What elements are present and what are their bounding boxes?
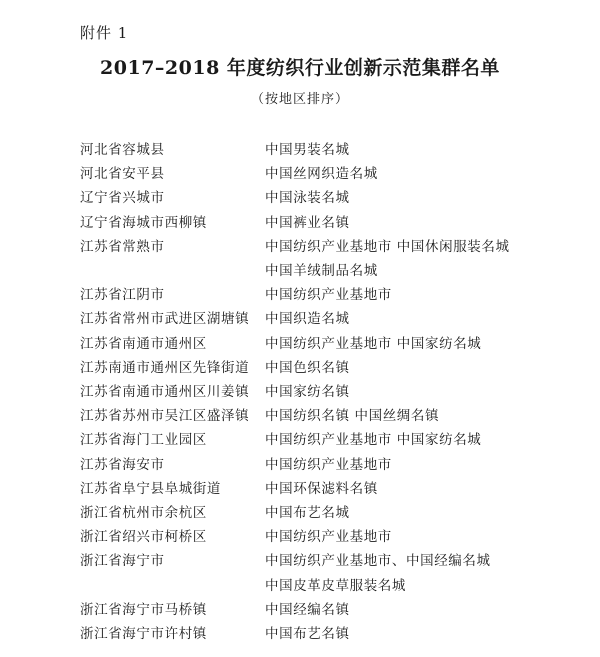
honor-titles <box>265 549 560 597</box>
list-item <box>80 428 560 452</box>
honor-title: 中国纺织产业基地市 中国休闲服装名城 <box>265 238 510 255</box>
list-item <box>80 477 560 501</box>
list-item <box>80 549 560 597</box>
honor-title: 中国纺织产业基地市 <box>265 529 392 546</box>
region-name: 浙江省海宁市 <box>80 553 165 570</box>
region-name: 浙江省杭州市余杭区 <box>80 505 207 522</box>
region-name: 浙江省绍兴市柯桥区 <box>80 529 207 546</box>
honor-titles <box>265 380 560 404</box>
list-item <box>80 138 560 162</box>
honor-titles <box>265 162 560 186</box>
honor-titles <box>265 186 560 210</box>
honor-title: 中国纺织产业基地市 中国家纺名城 <box>265 432 482 449</box>
honor-titles <box>265 598 560 622</box>
honor-titles <box>265 138 560 162</box>
list-item <box>80 622 560 646</box>
list-item <box>80 186 560 210</box>
honor-titles <box>265 453 560 477</box>
attachment-label: 附件 1 <box>80 24 129 42</box>
region-name: 浙江省海宁市马桥镇 <box>80 601 207 618</box>
cluster-list <box>80 138 560 646</box>
honor-titles <box>265 235 560 283</box>
honor-titles <box>265 622 560 646</box>
region-name: 江苏南通市通州区先锋街道 <box>80 359 250 376</box>
list-item <box>80 332 560 356</box>
document-subtitle: （按地区排序） <box>250 92 349 107</box>
honor-titles <box>265 356 560 380</box>
honor-title: 中国色织名镇 <box>265 359 350 376</box>
honor-title: 中国织造名城 <box>265 311 350 328</box>
honor-title: 中国羊绒制品名城 <box>265 263 378 280</box>
region-name: 江苏省苏州市吴江区盛泽镇 <box>80 408 250 425</box>
list-item <box>80 598 560 622</box>
honor-title: 中国纺织产业基地市、中国经编名城 <box>265 553 491 570</box>
honor-title: 中国纺织名镇 中国丝绸名镇 <box>265 408 440 425</box>
honor-title: 中国裤业名镇 <box>265 214 350 231</box>
honor-titles <box>265 404 560 428</box>
honor-titles <box>265 428 560 452</box>
region-name: 江苏省常熟市 <box>80 238 165 255</box>
honor-title: 中国家纺名镇 <box>265 384 350 401</box>
honor-title: 中国纺织产业基地市 <box>265 287 392 304</box>
region-name: 江苏省海安市 <box>80 456 165 473</box>
honor-titles <box>265 477 560 501</box>
list-item <box>80 453 560 477</box>
honor-titles <box>265 283 560 307</box>
honor-titles <box>265 211 560 235</box>
honor-title: 中国男装名城 <box>265 142 350 158</box>
region-name: 辽宁省海城市西柳镇 <box>80 214 207 231</box>
region-name: 河北省容城县 <box>80 142 165 158</box>
region-name: 河北省安平县 <box>80 166 165 183</box>
honor-title: 中国泳装名城 <box>265 190 350 207</box>
region-name: 江苏省南通市通州区 <box>80 335 207 352</box>
list-item <box>80 356 560 380</box>
honor-titles <box>265 332 560 356</box>
honor-title: 中国环保滤料名镇 <box>265 480 378 497</box>
list-item <box>80 283 560 307</box>
honor-title: 中国纺织产业基地市 <box>265 456 392 473</box>
region-name: 江苏省江阴市 <box>80 287 165 304</box>
document-title: 2017–2018 年度纺织行业创新示范集群名单 <box>100 57 500 79</box>
honor-title: 中国皮革皮草服装名城 <box>265 577 406 594</box>
honor-title: 中国丝网织造名城 <box>265 166 378 183</box>
region-name: 江苏省阜宁县阜城街道 <box>80 480 221 497</box>
honor-title: 中国布艺名镇 <box>265 626 350 643</box>
list-item <box>80 162 560 186</box>
list-item <box>80 211 560 235</box>
list-item <box>80 235 560 283</box>
honor-titles <box>265 307 560 331</box>
honor-title: 中国纺织产业基地市 中国家纺名城 <box>265 335 482 352</box>
region-name: 辽宁省兴城市 <box>80 190 165 207</box>
region-name: 江苏省海门工业园区 <box>80 432 207 449</box>
region-name: 江苏省南通市通州区川姜镇 <box>80 384 250 401</box>
list-item <box>80 404 560 428</box>
region-name: 江苏省常州市武进区湖塘镇 <box>80 311 250 328</box>
honor-title: 中国经编名镇 <box>265 601 350 618</box>
list-item <box>80 307 560 331</box>
honor-titles <box>265 525 560 549</box>
list-item <box>80 380 560 404</box>
list-item <box>80 501 560 525</box>
honor-titles <box>265 501 560 525</box>
region-name: 浙江省海宁市许村镇 <box>80 626 207 643</box>
list-item <box>80 525 560 549</box>
honor-title: 中国布艺名城 <box>265 505 350 522</box>
